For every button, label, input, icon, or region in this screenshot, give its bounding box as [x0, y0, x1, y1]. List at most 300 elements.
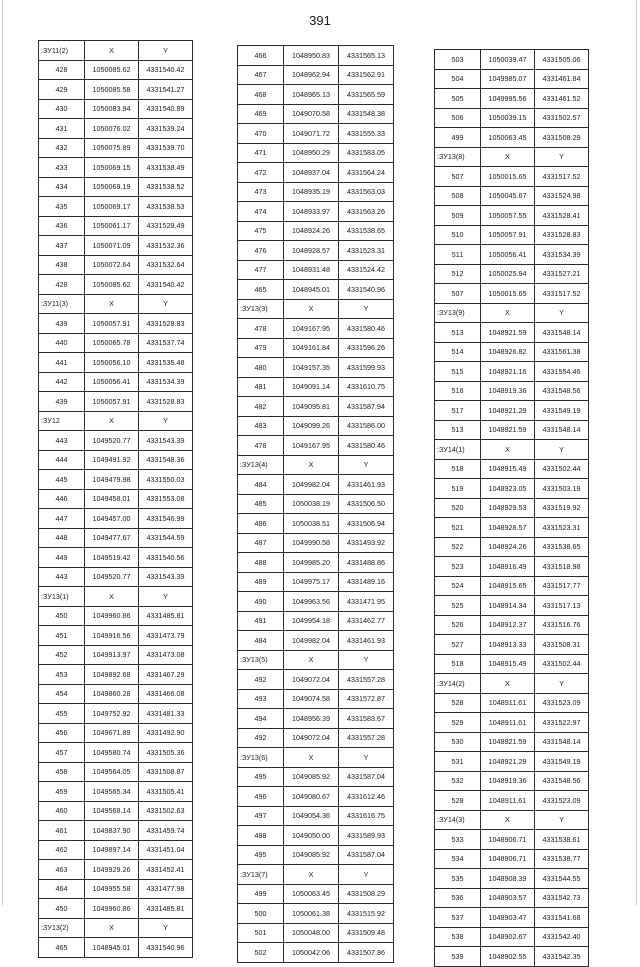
table-row: [435, 576, 589, 596]
table-row: [39, 684, 193, 704]
x-coordinate-cell: 1048903.47: [481, 908, 535, 928]
y-header-cell: Y: [535, 440, 589, 460]
point-number-cell: 516: [435, 381, 481, 401]
table-row: [238, 923, 394, 943]
x-header-cell: X: [85, 294, 139, 314]
table-row: [435, 498, 589, 518]
point-number-cell: 518: [435, 459, 481, 479]
table-row: [39, 450, 193, 470]
table-row: [39, 314, 193, 334]
x-coordinate-cell: 1050076.02: [85, 119, 139, 139]
table-row: [435, 849, 589, 869]
table-row: [238, 826, 394, 846]
y-coordinate-cell: 4331517.13: [535, 596, 589, 616]
point-number-cell: 517: [435, 401, 481, 421]
table-row: [435, 927, 589, 947]
point-number-cell: 492: [238, 670, 284, 690]
point-number-cell: 487: [238, 533, 284, 553]
y-header-cell: Y: [139, 41, 193, 61]
y-coordinate-cell: 4331502.57: [535, 108, 589, 128]
table-row: [238, 436, 394, 456]
point-number-cell: 480: [238, 358, 284, 378]
x-header-cell: X: [85, 918, 139, 938]
x-coordinate-cell: 1048913.33: [481, 635, 535, 655]
point-number-cell: 447: [39, 509, 85, 529]
x-coordinate-cell: 1048950.29: [284, 143, 339, 163]
x-coordinate-cell: 1049054.36: [284, 806, 339, 826]
point-number-cell: 468: [238, 85, 284, 105]
point-number-cell: 501: [238, 923, 284, 943]
point-number-cell: 469: [238, 104, 284, 124]
table-row: [238, 241, 394, 261]
x-coordinate-cell: 1048962.94: [284, 65, 339, 85]
parcel-header-row: [435, 674, 589, 694]
y-coordinate-cell: 4331583.67: [339, 709, 394, 729]
y-coordinate-cell: 4331565.59: [339, 85, 394, 105]
point-number-cell: 477: [238, 260, 284, 280]
x-coordinate-cell: 1049916.56: [85, 626, 139, 646]
x-coordinate-cell: 1049913.97: [85, 645, 139, 665]
table-row: [435, 206, 589, 226]
x-header-cell: X: [481, 440, 535, 460]
x-coordinate-cell: 1049167.95: [284, 436, 339, 456]
page-left-edge: [2, 0, 3, 905]
y-coordinate-cell: 4331553.08: [139, 489, 193, 509]
y-coordinate-cell: 4331506.94: [339, 514, 394, 534]
y-coordinate-cell: 4331515.92: [339, 904, 394, 924]
parcel-label-cell: :ЗУ14(3): [435, 810, 481, 830]
point-number-cell: 528: [435, 693, 481, 713]
table-row: [238, 416, 394, 436]
y-coordinate-cell: 4331549.19: [535, 401, 589, 421]
y-coordinate-cell: 4331527.21: [535, 264, 589, 284]
point-number-cell: 492: [238, 728, 284, 748]
y-coordinate-cell: 4331505.06: [535, 50, 589, 70]
point-number-cell: 509: [435, 206, 481, 226]
x-coordinate-cell: 1050075.89: [85, 138, 139, 158]
parcel-label-cell: :ЗУ13(9): [435, 303, 481, 323]
point-number-cell: 437: [39, 236, 85, 256]
x-coordinate-cell: 1049519.42: [85, 548, 139, 568]
point-number-cell: 474: [238, 202, 284, 222]
point-number-cell: 525: [435, 596, 481, 616]
x-coordinate-cell: 1049929.26: [85, 860, 139, 880]
x-coordinate-cell: 1049085.92: [284, 767, 339, 787]
y-coordinate-cell: 4331466.08: [139, 684, 193, 704]
x-coordinate-cell: 1048912.37: [481, 615, 535, 635]
table-row: [238, 397, 394, 417]
table-row: [238, 475, 394, 495]
point-number-cell: 441: [39, 353, 85, 373]
x-coordinate-cell: 1050085.58: [85, 80, 139, 100]
y-coordinate-cell: 4331506.50: [339, 494, 394, 514]
point-number-cell: 464: [39, 879, 85, 899]
x-header-cell: X: [284, 299, 339, 319]
x-coordinate-cell: 1048916.49: [481, 557, 535, 577]
point-number-cell: 476: [238, 241, 284, 261]
x-coordinate-cell: 1050015.65: [481, 167, 535, 187]
x-coordinate-cell: 1048906.71: [481, 849, 535, 869]
x-coordinate-cell: 1049955.58: [85, 879, 139, 899]
point-number-cell: 456: [39, 723, 85, 743]
y-coordinate-cell: 4331534.39: [535, 245, 589, 265]
table-row: [238, 143, 394, 163]
y-coordinate-cell: 4331517.52: [535, 284, 589, 304]
table-row: [39, 80, 193, 100]
y-coordinate-cell: 4331616.75: [339, 806, 394, 826]
table-row: [238, 280, 394, 300]
parcel-header-row: [238, 748, 394, 768]
table-row: [238, 338, 394, 358]
point-number-cell: 449: [39, 548, 85, 568]
x-coordinate-cell: 1049985.20: [284, 553, 339, 573]
x-header-cell: X: [85, 587, 139, 607]
y-coordinate-cell: 4331540.96: [139, 938, 193, 958]
y-coordinate-cell: 4331538.52: [139, 177, 193, 197]
point-number-cell: 510: [435, 225, 481, 245]
y-coordinate-cell: 4331544.59: [139, 528, 193, 548]
y-coordinate-cell: 4331473.08: [139, 645, 193, 665]
y-coordinate-cell: 4331540.42: [139, 60, 193, 80]
point-number-cell: 434: [39, 177, 85, 197]
x-header-cell: X: [284, 865, 339, 885]
y-coordinate-cell: 4331537.74: [139, 333, 193, 353]
y-coordinate-cell: 4331539.70: [139, 138, 193, 158]
parcel-header-row: [39, 294, 193, 314]
x-coordinate-cell: 1049050.00: [284, 826, 339, 846]
y-header-cell: Y: [139, 294, 193, 314]
x-coordinate-cell: 1048915.65: [481, 576, 535, 596]
x-coordinate-cell: 1049095.81: [284, 397, 339, 417]
point-number-cell: 499: [435, 128, 481, 148]
point-number-cell: 486: [238, 514, 284, 534]
y-coordinate-cell: 4331517.52: [535, 167, 589, 187]
table-row: [238, 728, 394, 748]
table-row: [39, 353, 193, 373]
x-coordinate-cell: 1048911.61: [481, 791, 535, 811]
point-number-cell: 455: [39, 704, 85, 724]
table-row: [39, 431, 193, 451]
y-coordinate-cell: 4331477.98: [139, 879, 193, 899]
y-coordinate-cell: 4331540.89: [139, 99, 193, 119]
table-row: [39, 567, 193, 587]
y-coordinate-cell: 4331461.52: [535, 89, 589, 109]
point-number-cell: 485: [238, 494, 284, 514]
x-coordinate-cell: 1048914.34: [481, 596, 535, 616]
table-row: [238, 104, 394, 124]
table-row: [39, 665, 193, 685]
point-number-cell: 465: [238, 280, 284, 300]
table-row: [435, 596, 589, 616]
y-coordinate-cell: 4331555.33: [339, 124, 394, 144]
table-row: [39, 119, 193, 139]
point-number-cell: 521: [435, 518, 481, 538]
y-coordinate-cell: 4331523.09: [535, 693, 589, 713]
x-coordinate-cell: 1049565.34: [85, 782, 139, 802]
point-number-cell: 508: [435, 186, 481, 206]
y-coordinate-cell: 4331565.13: [339, 46, 394, 66]
point-number-cell: 475: [238, 221, 284, 241]
y-coordinate-cell: 4331538.77: [535, 849, 589, 869]
x-coordinate-cell: 1048937.04: [284, 163, 339, 183]
x-coordinate-cell: 1049520.77: [85, 431, 139, 451]
y-coordinate-cell: 4331459.74: [139, 821, 193, 841]
table-row: [39, 704, 193, 724]
x-coordinate-cell: 1050057.91: [481, 225, 535, 245]
x-coordinate-cell: 1049568.14: [85, 801, 139, 821]
parcel-header-row: [39, 41, 193, 61]
table-row: [238, 806, 394, 826]
x-coordinate-cell: 1048923.05: [481, 479, 535, 499]
x-coordinate-cell: 1048921.16: [481, 362, 535, 382]
y-coordinate-cell: 4331540.96: [339, 280, 394, 300]
table-row: [435, 947, 589, 967]
parcel-label-cell: :ЗУ13(7): [238, 865, 284, 885]
y-coordinate-cell: 4331538.53: [139, 197, 193, 217]
x-coordinate-cell: 1049477.67: [85, 528, 139, 548]
point-number-cell: 496: [238, 787, 284, 807]
y-coordinate-cell: 4331532.64: [139, 255, 193, 275]
table-row: [435, 518, 589, 538]
x-coordinate-cell: 1048935.19: [284, 182, 339, 202]
table-row: [435, 869, 589, 889]
x-coordinate-cell: 1050025.94: [481, 264, 535, 284]
point-number-cell: 430: [39, 99, 85, 119]
x-coordinate-cell: 1048911.61: [481, 693, 535, 713]
y-coordinate-cell: 4331544.55: [535, 869, 589, 889]
point-number-cell: 472: [238, 163, 284, 183]
table-row: [39, 743, 193, 763]
y-coordinate-cell: 4331542.35: [535, 947, 589, 967]
table-row: [435, 323, 589, 343]
x-header-cell: X: [481, 810, 535, 830]
parcel-label-cell: :ЗУ13(3): [238, 299, 284, 319]
point-number-cell: 488: [238, 553, 284, 573]
x-coordinate-cell: 1048928.57: [284, 241, 339, 261]
parcel-header-row: [39, 411, 193, 431]
y-coordinate-cell: 4331596.26: [339, 338, 394, 358]
y-coordinate-cell: 4331587.04: [339, 845, 394, 865]
point-number-cell: 463: [39, 860, 85, 880]
point-number-cell: 530: [435, 732, 481, 752]
point-number-cell: 484: [238, 475, 284, 495]
x-coordinate-cell: 1048903.57: [481, 888, 535, 908]
point-number-cell: 493: [238, 689, 284, 709]
y-coordinate-cell: 4331557.28: [339, 728, 394, 748]
x-coordinate-cell: 1049982.04: [284, 475, 339, 495]
table-row: [435, 693, 589, 713]
table-row: [435, 635, 589, 655]
x-coordinate-cell: 1050057.91: [85, 314, 139, 334]
x-coordinate-cell: 1049897.14: [85, 840, 139, 860]
x-coordinate-cell: 1050056.10: [85, 353, 139, 373]
x-coordinate-cell: 1048921.59: [481, 732, 535, 752]
y-coordinate-cell: 4331540.42: [139, 275, 193, 295]
table-row: [435, 654, 589, 674]
table-row: [39, 255, 193, 275]
y-coordinate-cell: 4331529.49: [139, 216, 193, 236]
y-header-cell: Y: [339, 299, 394, 319]
table-row: [435, 167, 589, 187]
table-row: [238, 514, 394, 534]
point-number-cell: 435: [39, 197, 85, 217]
table-row: [238, 689, 394, 709]
table-row: [238, 221, 394, 241]
y-coordinate-cell: 4331572.87: [339, 689, 394, 709]
point-number-cell: 438: [39, 255, 85, 275]
x-coordinate-cell: 1048950.83: [284, 46, 339, 66]
table-row: [238, 787, 394, 807]
point-number-cell: 451: [39, 626, 85, 646]
point-number-cell: 529: [435, 713, 481, 733]
point-number-cell: 450: [39, 606, 85, 626]
y-coordinate-cell: 4331543.39: [139, 431, 193, 451]
x-coordinate-cell: 1048928.57: [481, 518, 535, 538]
x-coordinate-cell: 1048915.49: [481, 459, 535, 479]
point-number-cell: 466: [238, 46, 284, 66]
y-header-cell: Y: [139, 411, 193, 431]
x-header-cell: X: [481, 303, 535, 323]
x-coordinate-cell: 1050085.62: [85, 275, 139, 295]
y-coordinate-cell: 4331535.48: [139, 353, 193, 373]
y-coordinate-cell: 4331548.38: [339, 104, 394, 124]
point-number-cell: 537: [435, 908, 481, 928]
y-header-cell: Y: [535, 303, 589, 323]
y-coordinate-cell: 4331563.03: [339, 182, 394, 202]
table-row: [435, 791, 589, 811]
table-row: [238, 182, 394, 202]
point-number-cell: 499: [238, 884, 284, 904]
table-row: [39, 275, 193, 295]
x-coordinate-cell: 1049990.58: [284, 533, 339, 553]
table-row: [435, 557, 589, 577]
y-coordinate-cell: 4331485.81: [139, 899, 193, 919]
point-number-cell: 453: [39, 665, 85, 685]
x-coordinate-cell: 1049837.90: [85, 821, 139, 841]
y-coordinate-cell: 4331541.68: [535, 908, 589, 928]
y-coordinate-cell: 4331507.86: [339, 943, 394, 963]
table-row: [238, 709, 394, 729]
point-number-cell: 445: [39, 470, 85, 490]
table-row: [435, 615, 589, 635]
point-number-cell: 513: [435, 323, 481, 343]
y-coordinate-cell: 4331473.79: [139, 626, 193, 646]
x-coordinate-cell: 1049491.92: [85, 450, 139, 470]
x-coordinate-cell: 1049960.86: [85, 899, 139, 919]
table-row: [435, 420, 589, 440]
table-row: [435, 713, 589, 733]
parcel-header-row: [238, 455, 394, 475]
y-coordinate-cell: 4331523.31: [339, 241, 394, 261]
point-number-cell: 478: [238, 436, 284, 456]
y-coordinate-cell: 4331561.38: [535, 342, 589, 362]
y-coordinate-cell: 4331502.44: [535, 459, 589, 479]
table-row: [238, 592, 394, 612]
y-coordinate-cell: 4331587.04: [339, 767, 394, 787]
y-coordinate-cell: 4331452.41: [139, 860, 193, 880]
y-coordinate-cell: 4331532.36: [139, 236, 193, 256]
x-header-cell: X: [481, 674, 535, 694]
y-coordinate-cell: 4331548.14: [535, 732, 589, 752]
table-row: [238, 904, 394, 924]
point-number-cell: 507: [435, 284, 481, 304]
y-coordinate-cell: 4331548.56: [535, 771, 589, 791]
y-coordinate-cell: 4331528.83: [139, 392, 193, 412]
x-coordinate-cell: 1049860.28: [85, 684, 139, 704]
table-row: [435, 732, 589, 752]
y-header-cell: Y: [535, 810, 589, 830]
point-number-cell: 507: [435, 167, 481, 187]
table-row: [39, 158, 193, 178]
y-coordinate-cell: 4331508.29: [339, 884, 394, 904]
point-number-cell: 440: [39, 333, 85, 353]
y-coordinate-cell: 4331488.86: [339, 553, 394, 573]
table-row: [238, 533, 394, 553]
point-number-cell: 513: [435, 420, 481, 440]
x-coordinate-cell: 1048902.67: [481, 927, 535, 947]
table-row: [238, 943, 394, 963]
y-coordinate-cell: 4331562.91: [339, 65, 394, 85]
y-header-cell: Y: [139, 918, 193, 938]
x-coordinate-cell: 1049099.26: [284, 416, 339, 436]
y-coordinate-cell: 4331485.81: [139, 606, 193, 626]
x-coordinate-cell: 1048919.36: [481, 381, 535, 401]
x-coordinate-cell: 1050042.06: [284, 943, 339, 963]
point-number-cell: 484: [238, 631, 284, 651]
y-coordinate-cell: 4331524.98: [535, 186, 589, 206]
x-coordinate-cell: 1048924.26: [284, 221, 339, 241]
point-number-cell: 498: [238, 826, 284, 846]
point-number-cell: 433: [39, 158, 85, 178]
x-coordinate-cell: 1050085.62: [85, 60, 139, 80]
parcel-label-cell: :ЗУ13(6): [238, 748, 284, 768]
parcel-label-cell: :ЗУ11(3): [39, 294, 85, 314]
point-number-cell: 505: [435, 89, 481, 109]
table-row: [39, 821, 193, 841]
y-coordinate-cell: 4331505.36: [139, 743, 193, 763]
x-coordinate-cell: 1050057.91: [85, 392, 139, 412]
point-number-cell: 490: [238, 592, 284, 612]
x-coordinate-cell: 1048965.13: [284, 85, 339, 105]
point-number-cell: 500: [238, 904, 284, 924]
table-row: [39, 138, 193, 158]
y-coordinate-cell: 4331461.93: [339, 475, 394, 495]
x-coordinate-cell: 1050056.41: [481, 245, 535, 265]
y-coordinate-cell: 4331524.42: [339, 260, 394, 280]
y-coordinate-cell: 4331523.09: [535, 791, 589, 811]
y-header-cell: Y: [535, 147, 589, 167]
x-coordinate-cell: 1049580.74: [85, 743, 139, 763]
table-row: [39, 509, 193, 529]
x-coordinate-cell: 1049071.72: [284, 124, 339, 144]
point-number-cell: 467: [238, 65, 284, 85]
x-coordinate-cell: 1049479.98: [85, 470, 139, 490]
table-row: [435, 342, 589, 362]
parcel-label-cell: :ЗУ13(2): [39, 918, 85, 938]
x-coordinate-cell: 1050038.19: [284, 494, 339, 514]
y-coordinate-cell: 4331548.56: [535, 381, 589, 401]
y-coordinate-cell: 4331538.49: [139, 158, 193, 178]
point-number-cell: 442: [39, 372, 85, 392]
y-header-cell: Y: [339, 865, 394, 885]
x-coordinate-cell: 1050069.17: [85, 197, 139, 217]
x-coordinate-cell: 1049564.05: [85, 762, 139, 782]
x-header-cell: X: [284, 748, 339, 768]
point-number-cell: 539: [435, 947, 481, 967]
x-coordinate-cell: 1049671.89: [85, 723, 139, 743]
parcel-label-cell: :ЗУ13(5): [238, 650, 284, 670]
point-number-cell: 457: [39, 743, 85, 763]
